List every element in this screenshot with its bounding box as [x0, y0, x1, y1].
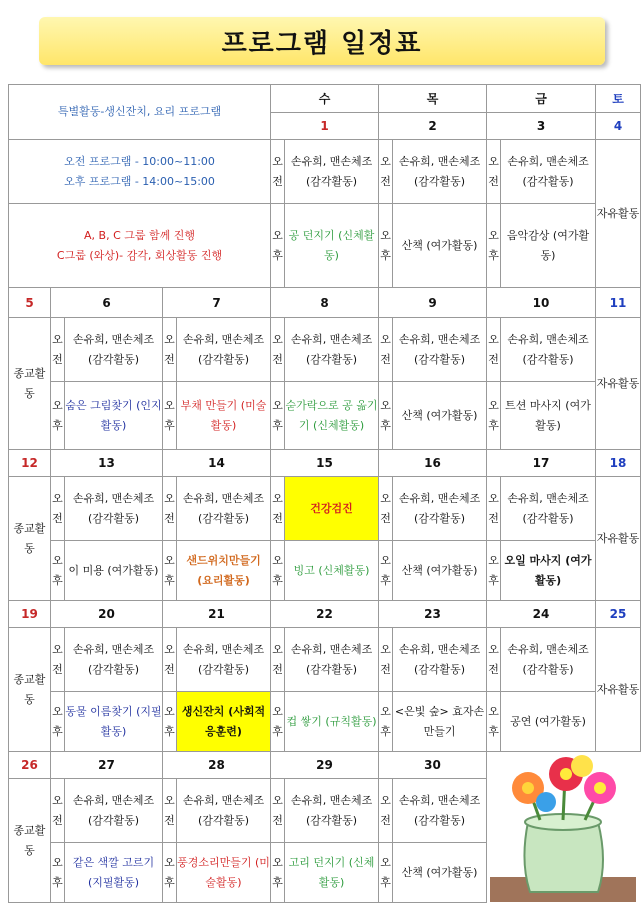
activity-cell: 동물 이름찾기 (지필활동)	[65, 692, 163, 752]
activity-cell: 손유희, 맨손체조 (감각활동)	[177, 628, 271, 692]
activity-cell: 산책 (여가활동)	[393, 204, 487, 288]
group-note-1: A, B, C 그룹 함께 진행	[84, 228, 195, 242]
date-cell: 27	[51, 752, 163, 779]
day-fri: 금	[487, 85, 596, 113]
free-activity: 자유활동	[596, 628, 641, 752]
activity-cell: 손유희, 맨손체조 (감각활동)	[393, 628, 487, 692]
activity-cell: 공연 (여가활동)	[501, 692, 596, 752]
date-cell: 16	[379, 450, 487, 477]
am-label: 오전	[487, 477, 501, 541]
activity-cell: 손유희, 맨손체조 (감각활동)	[501, 140, 596, 204]
am-label: 오전	[271, 477, 285, 541]
activity-cell: 산책 (여가활동)	[393, 382, 487, 450]
free-activity: 자유활동	[596, 477, 641, 601]
am-label: 오전	[487, 140, 501, 204]
date-cell: 30	[379, 752, 487, 779]
pm-label: 오후	[163, 692, 177, 752]
activity-cell: 트션 마사지 (여가활동)	[501, 382, 596, 450]
date-3: 3	[487, 113, 596, 140]
date-cell: 12	[9, 450, 51, 477]
pm-label: 오후	[271, 204, 285, 288]
activity-cell: 손유희, 맨손체조 (감각활동)	[393, 477, 487, 541]
am-label: 오전	[51, 318, 65, 382]
am-label: 오전	[487, 628, 501, 692]
pm-label: 오후	[163, 541, 177, 601]
date-cell: 5	[9, 288, 51, 318]
activity-cell: 손유희, 맨손체조 (감각활동)	[393, 318, 487, 382]
activity-cell: 손유희, 맨손체조 (감각활동)	[177, 779, 271, 843]
date-cell: 24	[487, 601, 596, 628]
am-label: 오전	[379, 477, 393, 541]
am-time: 오전 프로그램 - 10:00~11:00	[64, 154, 215, 168]
activity-cell: 같은 색깔 고르기 (지필활동)	[65, 843, 163, 903]
health-check-cell: 건강검진	[285, 477, 379, 541]
date-cell: 11	[596, 288, 641, 318]
activity-cell: 공 던지기 (신체활동)	[285, 204, 379, 288]
religion-activity: 종교활동	[9, 318, 51, 450]
am-label: 오전	[51, 779, 65, 843]
pm-time: 오후 프로그램 - 14:00~15:00	[64, 174, 215, 188]
activity-cell: 손유희, 맨손체조 (감각활동)	[285, 628, 379, 692]
date-cell: 17	[487, 450, 596, 477]
date-4: 4	[596, 113, 641, 140]
activity-cell: 오일 마사지 (여가활동)	[501, 541, 596, 601]
am-label: 오전	[163, 477, 177, 541]
date-cell: 28	[163, 752, 271, 779]
religion-activity: 종교활동	[9, 477, 51, 601]
day-wed: 수	[271, 85, 379, 113]
pm-label: 오후	[163, 382, 177, 450]
activity-cell: 손유희, 맨손체조 (감각활동)	[285, 779, 379, 843]
activity-cell: 빙고 (신체활동)	[285, 541, 379, 601]
activity-cell: 부채 만들기 (미술활동)	[177, 382, 271, 450]
date-cell: 20	[51, 601, 163, 628]
date-cell: 10	[487, 288, 596, 318]
date-cell: 29	[271, 752, 379, 779]
activity-cell: 손유희, 맨손체조 (감각활동)	[65, 318, 163, 382]
date-cell: 22	[271, 601, 379, 628]
activity-cell: <은빛 숲> 효자손만들기	[393, 692, 487, 752]
pm-label: 오후	[487, 692, 501, 752]
am-label: 오전	[163, 628, 177, 692]
program-label: 특별활동-생신잔치, 요리 프로그램	[9, 85, 271, 140]
day-sat: 토	[596, 85, 641, 113]
pm-label: 오후	[51, 843, 65, 903]
am-label: 오전	[271, 318, 285, 382]
free-activity: 자유활동	[596, 318, 641, 450]
flower-pot-illustration	[490, 752, 636, 902]
group-note	[9, 204, 271, 288]
am-label: 오전	[163, 779, 177, 843]
page-title: 프로그램 일정표	[39, 17, 605, 65]
activity-cell: 손유희, 맨손체조 (감각활동)	[393, 140, 487, 204]
activity-cell: 손유희, 맨손체조 (감각활동)	[285, 318, 379, 382]
pm-label: 오후	[487, 204, 501, 288]
date-cell: 13	[51, 450, 163, 477]
pm-label: 오후	[271, 541, 285, 601]
activity-cell: 산책 (여가활동)	[393, 541, 487, 601]
am-label: 오전	[271, 779, 285, 843]
pm-label: 오후	[51, 382, 65, 450]
date-cell: 21	[163, 601, 271, 628]
date-cell: 6	[51, 288, 163, 318]
am-label: 오전	[271, 140, 285, 204]
religion-activity: 종교활동	[9, 628, 51, 752]
pm-label: 오후	[51, 692, 65, 752]
pm-label: 오후	[51, 541, 65, 601]
am-label: 오전	[379, 318, 393, 382]
free-activity: 자유활동	[596, 140, 641, 288]
am-label: 오전	[163, 318, 177, 382]
date-cell: 15	[271, 450, 379, 477]
pm-label: 오후	[379, 843, 393, 903]
activity-cell: 손유희, 맨손체조 (감각활동)	[501, 318, 596, 382]
am-label: 오전	[51, 628, 65, 692]
date-cell: 18	[596, 450, 641, 477]
pm-label: 오후	[379, 541, 393, 601]
birthday-party-cell: 생신잔치 (사회적응훈련)	[177, 692, 271, 752]
date-cell: 14	[163, 450, 271, 477]
am-label: 오전	[271, 628, 285, 692]
am-label: 오전	[379, 779, 393, 843]
activity-cell: 손유희, 맨손체조 (감각활동)	[65, 779, 163, 843]
activity-cell: 손유희, 맨손체조 (감각활동)	[177, 477, 271, 541]
group-note-2: C그룹 (와상)- 감각, 회상활동 진행	[56, 248, 223, 262]
pm-label: 오후	[487, 541, 501, 601]
activity-cell: 풍경소리만들기 (미술활동)	[177, 843, 271, 903]
activity-cell: 고리 던지기 (신체활동)	[285, 843, 379, 903]
date-1: 1	[271, 113, 379, 140]
date-cell: 25	[596, 601, 641, 628]
activity-cell: 손유희, 맨손체조 (감각활동)	[177, 318, 271, 382]
activity-cell: 샌드위치만들기 (요리활동)	[177, 541, 271, 601]
pm-label: 오후	[271, 843, 285, 903]
pm-label: 오후	[271, 692, 285, 752]
am-label: 오전	[379, 140, 393, 204]
activity-cell: 손유희, 맨손체조 (감각활동)	[65, 628, 163, 692]
activity-cell: 손유희, 맨손체조 (감각활동)	[65, 477, 163, 541]
day-thu: 목	[379, 85, 487, 113]
am-label: 오전	[487, 318, 501, 382]
activity-cell: 음악감상 (여가활동)	[501, 204, 596, 288]
activity-cell: 이 미용 (여가활동)	[65, 541, 163, 601]
pm-label: 오후	[379, 204, 393, 288]
activity-cell: 손유희, 맨손체조 (감각활동)	[393, 779, 487, 843]
date-cell: 23	[379, 601, 487, 628]
activity-cell: 손유희, 맨손체조 (감각활동)	[501, 477, 596, 541]
pm-label: 오후	[379, 382, 393, 450]
date-cell: 26	[9, 752, 51, 779]
date-cell: 19	[9, 601, 51, 628]
religion-activity: 종교활동	[9, 779, 51, 903]
am-label: 오전	[51, 477, 65, 541]
am-label: 오전	[379, 628, 393, 692]
pm-label: 오후	[379, 692, 393, 752]
activity-cell: 손유희, 맨손체조 (감각활동)	[501, 628, 596, 692]
activity-cell: 숨은 그림찾기 (인지활동)	[65, 382, 163, 450]
date-cell: 7	[163, 288, 271, 318]
pm-label: 오후	[487, 382, 501, 450]
pm-label: 오후	[271, 382, 285, 450]
date-2: 2	[379, 113, 487, 140]
activity-cell: 컵 쌓기 (규칙활동)	[285, 692, 379, 752]
time-info	[9, 140, 271, 204]
activity-cell: 산책 (여가활동)	[393, 843, 487, 903]
date-cell: 9	[379, 288, 487, 318]
date-cell: 8	[271, 288, 379, 318]
activity-cell: 숟가락으로 공 옮기기 (신체활동)	[285, 382, 379, 450]
pm-label: 오후	[163, 843, 177, 903]
activity-cell: 손유희, 맨손체조 (감각활동)	[285, 140, 379, 204]
